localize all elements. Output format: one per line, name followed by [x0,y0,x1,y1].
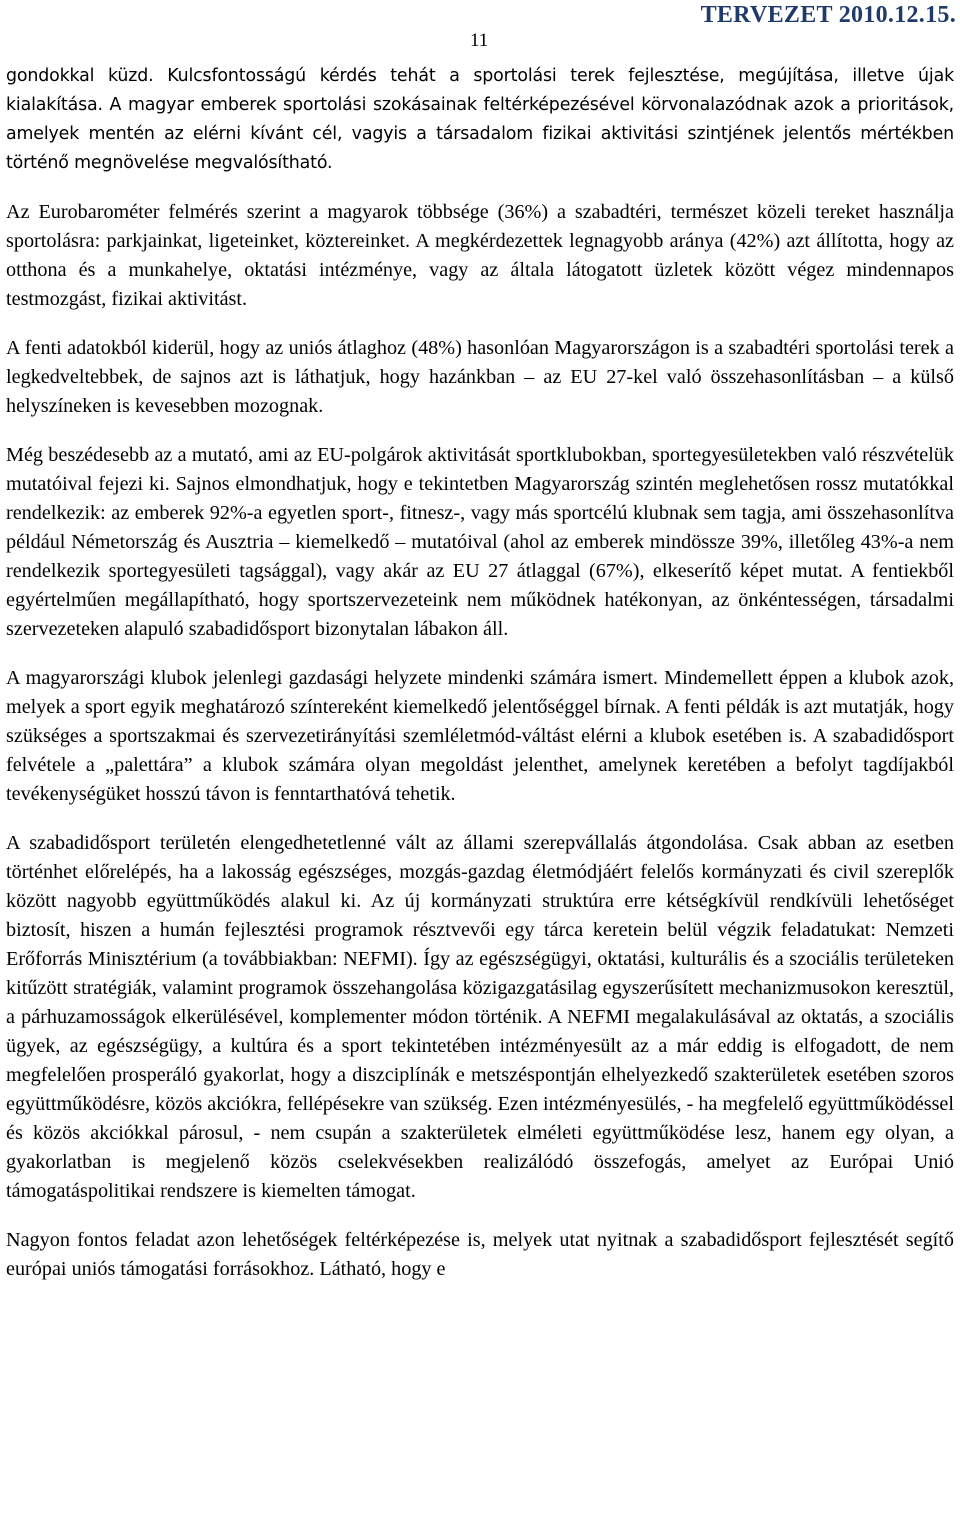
paragraph-eu-funding: Nagyon fontos feladat azon lehetőségek feltérképezése is, melyek utat nyitnak a szabadidősport fejlesztését segítő európai uniós támogatási forrásokhoz. Látható, hogy e [6,1229,954,1280]
paragraph-club-membership: Még beszédesebb az a mutató, ami az EU-polgárok aktivitását sportklubokban, sportegyesületekben való részvételük mutatóival fejezi ki. Sajnos elmondhatjuk, hogy e tekintetben Magyarország szintén meglehetősen rossz mutatókkal rendelkezik: az emberek 92%-a egyetlen sport-, fitnesz-, vagy más sportcélú klubnak sem tagja, ami összehasonlítva például Németország és Ausztria – kiemelkedő – mutatóival (ahol az emberek mindössze 39%, illetőleg 43%-a nem rendelkezik sportegyesületi tagsággal), vagy akár az EU 27 átlaggal (67%), elkeserítő képet mutat. A fentiekből egyértelműen megállapítható, hogy sportszervezeteink nem működnek hatékonyan, az önkéntességen, társadalmi szervezeteken alapuló szabadidősport bizonytalan lábakon áll. [6,444,954,640]
page-number: 11 [470,30,489,51]
page-header [0,0,960,60]
paragraph-club-economy: A magyarországi klubok jelenlegi gazdasági helyzete mindenki számára ismert. Mindemellett éppen a klubok azok, melyek a sport egyik meghatározó színtereként kiemelkedő jelentőséggel bírnak. A fenti példák is azt mutatják, hogy szükséges a sportszakmai és szervezetirányítási szemléletmód-váltást elérni a klubok esetében is. A szabadidősport felvétele a „palettára” a klubok számára olyan megoldást jelenthet, amelynek keretében a befolyt tagdíjakból tevékenységüket hosszú távon is fenntarthatóvá tehetik. [6,667,954,805]
paragraph-state-role: A szabadidősport területén elengedhetetlenné vált az állami szerepvállalás átgondolása. Csak abban az esetben történhet előrelépés, ha a lakosság egészséges, mozgás-gazdag életmódjáért felelős kormányzati és civil szereplők között nagyobb együttműködés alakul ki. Az új kormányzati struktúra erre kétségkívül rendkívüli lehetőséget biztosít, hiszen a humán fejlesztési programok résztvevői egy tárca keretein belül végzik feladatukat: Nemzeti Erőforrás Minisztérium (a továbbiakban: NEFMI). Így az egészségügyi, oktatási, kulturális és a szociális területeken kitűzött stratégiák, valamint programok összehangolása közigazgatásilag egyszerűsített mechanizmusokon keresztül, a párhuzamosságok elkerülésével, komplementer módon történik. A NEFMI megalakulásával az oktatás, a szociális ügyek, az egészségügy, a kultúra és a sport tekintetében intézményesült az a már eddig is elfogadott, de nem megfelelően prosperáló gyakorlat, hogy a diszciplínák e metszéspontján elhelyezkedő szakterületek esetében szoros együttműködésre, közös akciókra, fellépésekre van szükség. Ezen intézményesülés, - ha megfelelő együttműködéssel és közös akciókkal párosul, - nem csupán a szakterületek elméleti együttműködése lesz, hanem egy olyan, a gyakorlatban is megjelenő közös cselekvésekben realizálódó összefogás, amelyet az Európai Unió támogatáspolitikai rendszere is kiemelten támogat. [6,832,954,1202]
document-body [6,62,954,1304]
paragraph-sport-spaces: gondokkal küzd. Kulcsfontosságú kérdés tehát a sportolási terek fejlesztése, megújítása, illetve újak kialakítása. A magyar emberek sportolási szokásainak feltérképezésével körvonalazódnak azok a prioritások, amelyek mentén az elérni kívánt cél, vagyis a társadalom fizikai aktivitási szintjének jelentős mértékben történő megnövelése megvalósítható. [6,66,954,173]
paragraph-eu-average: A fenti adatokból kiderül, hogy az uniós átlaghoz (48%) hasonlóan Magyarországon is a szabadtéri sportolási terek a legkedveltebbek, de sajnos azt is láthatjuk, hogy hazánkban – az EU 27-kel való összehasonlításban – a külső helyszíneken is kevesebben mozognak. [6,337,954,417]
draft-stamp: TERVEZET 2010.12.15. [700,2,956,28]
paragraph-eurobarometer: Az Eurobarométer felmérés szerint a magyarok többsége (36%) a szabadtéri, természet közeli tereket használja sportolásra: parkjainkat, ligeteinket, köztereinket. A megkérdezettek legnagyobb aránya (42%) azt állította, hogy az otthona és a munkahelye, oktatási intézménye, vagy az általa látogatott üzletek között végez mindennapos testmozgást, fizikai aktivitást. [6,201,954,310]
